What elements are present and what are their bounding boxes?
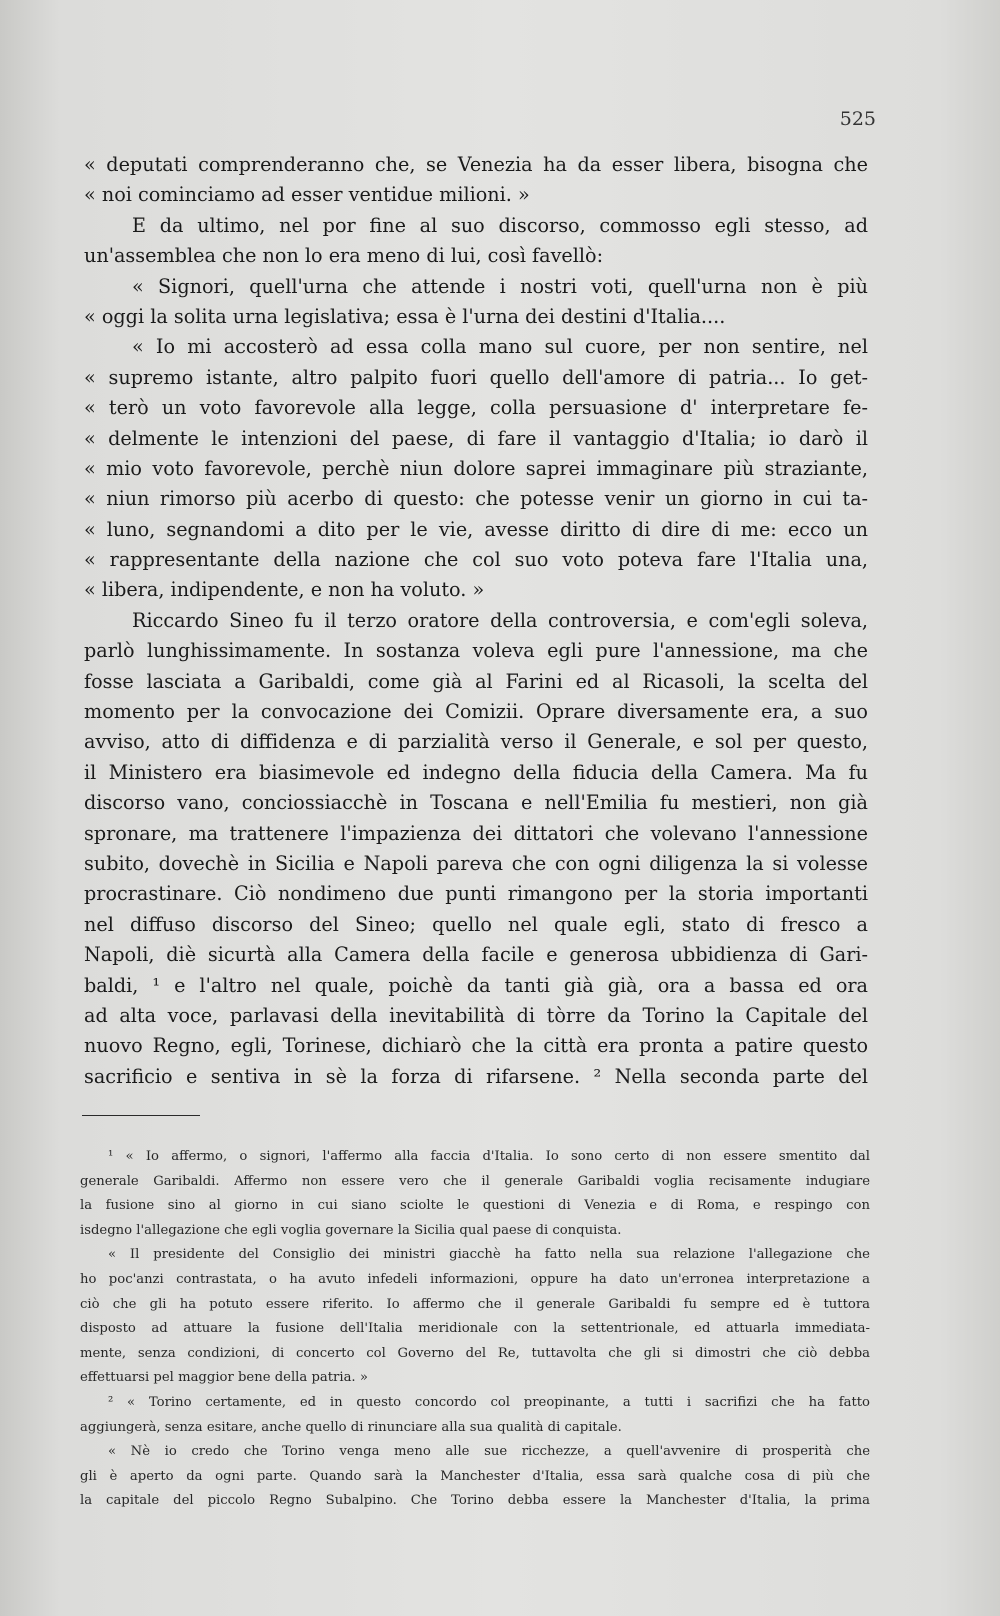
text-line: fosse lasciata a Garibaldi, come già al Farini ed al Ricasoli, la scelta del: [84, 669, 868, 693]
text-line: « delmente le intenzioni del paese, di fare il vantaggio d'Italia; io darò il: [84, 426, 868, 450]
footnote-line: mente, senza condizioni, di concerto col Governo del Re, tuttavolta che gli si dimostri che ciò debba: [80, 1345, 870, 1361]
footnote-line: « Nè io credo che Torino venga meno alle sue ricchezze, a quell'avvenire di prosperità che: [108, 1444, 870, 1460]
text-line: « mio voto favorevole, perchè niun dolore saprei immaginare più straziante,: [84, 456, 868, 480]
footnote-line: ciò che gli ha potuto essere riferito. Io affermo che il generale Garibaldi fu sempre ed è tuttora: [80, 1296, 870, 1312]
text-line: nel diffuso discorso del Sineo; quello nel quale egli, stato di fresco a: [84, 912, 868, 936]
text-line: « niun rimorso più acerbo di questo: che potesse venir un giorno in cui ta-: [84, 487, 868, 511]
footnote-line: ¹ « Io affermo, o signori, l'affermo alla faccia d'Italia. Io sono certo di non essere smentito dal: [108, 1149, 870, 1164]
text-line: un'assemblea che non lo era meno di lui, così favellò:: [84, 244, 604, 268]
text-line: procrastinare. Ciò nondimeno due punti rimangono per la storia importanti: [84, 882, 868, 906]
text-line: « Signori, quell'urna che attende i nostri voti, quell'urna non è più: [132, 274, 868, 298]
text-line: « terò un voto favorevole alla legge, colla persuasione d' interpretare fe-: [84, 396, 868, 420]
text-line: « libera, indipendente, e non ha voluto. »: [84, 578, 485, 602]
text-line: Napoli, diè sicurtà alla Camera della facile e generosa ubbidienza di Gari-: [84, 943, 868, 967]
text-line: « supremo istante, altro palpito fuori quello dell'amore di patria... Io get-: [84, 365, 868, 389]
text-line: subito, dovechè in Sicilia e Napoli pareva che con ogni diligenza la si volesse: [84, 851, 868, 875]
footnote-line: disposto ad attuare la fusione dell'Italia meridionale con la settentrionale, ed attuarla immediata-: [80, 1321, 870, 1337]
footnote-line: ho poc'anzi contrastata, o ha avuto infedeli informazioni, oppure ha dato un'erronea interpretazione a: [80, 1271, 870, 1287]
footnote-line: gli è aperto da ogni parte. Quando sarà la Manchester d'Italia, essa sarà qualche cosa di più che: [80, 1468, 870, 1484]
text-line: « deputati comprenderanno che, se Venezia ha da esser libera, bisogna che: [84, 153, 868, 176]
footnote-line: generale Garibaldi. Affermo non essere vero che il generale Garibaldi voglia recisamente indugiare: [80, 1173, 870, 1189]
footnote-line: aggiungerà, senza esitare, anche quello di rinunciare alla sua qualità di capitale.: [80, 1419, 622, 1435]
text-line: avviso, atto di diffidenza e di parzialità verso il Generale, e sol per questo,: [84, 730, 868, 754]
footnote-line: isdegno l'allegazione che egli voglia governare la Sicilia qual paese di conquista.: [80, 1222, 622, 1238]
text-line: discorso vano, conciossiacchè in Toscana e nell'Emilia fu mestieri, non già: [84, 791, 868, 815]
text-line: « Io mi accosterò ad essa colla mano sul cuore, per non sentire, nel: [132, 335, 868, 359]
text-line: « luno, segnandomi a dito per le vie, avesse diritto di dire di me: ecco un: [84, 517, 868, 541]
text-line: « rappresentante della nazione che col suo voto poteva fare l'Italia una,: [84, 548, 868, 572]
text-line: baldi, ¹ e l'altro nel quale, poichè da tanti già già, ora a bassa ed ora: [84, 973, 868, 997]
footnotes: [80, 1145, 870, 1514]
text-line: spronare, ma trattenere l'impazienza dei dittatori che volevano l'annessione: [84, 821, 868, 845]
text-line: E da ultimo, nel por fine al suo discorso, commosso egli stesso, ad: [132, 213, 868, 237]
footnote-separator: [82, 1115, 200, 1116]
text-line: « noi cominciamo ad esser ventidue milioni. »: [84, 183, 530, 207]
footnote-line: la fusione sino al giorno in cui siano sciolte le questioni di Venezia e di Roma, e respingo con: [80, 1198, 870, 1214]
footnote-line: « Il presidente del Consiglio dei ministri giacchè ha fatto nella sua relazione l'allegazione che: [108, 1247, 870, 1263]
text-line: nuovo Regno, egli, Torinese, dichiarò che la città era pronta a patire questo: [84, 1034, 868, 1058]
main-text: [84, 150, 868, 1092]
text-line: momento per la convocazione dei Comizii. Oprare diversamente era, a suo: [84, 700, 868, 724]
text-line: sacrificio e sentiva in sè la forza di rifarsene. ² Nella seconda parte del: [84, 1064, 868, 1088]
text-line: « oggi la solita urna legislativa; essa è l'urna dei destini d'Italia....: [84, 304, 726, 328]
footnote-line: la capitale del piccolo Regno Subalpino. Che Torino debba essere la Manchester d'Italia, la prima: [80, 1493, 870, 1509]
page-number: 525: [839, 108, 876, 130]
text-line: ad alta voce, parlavasi della inevitabilità di tòrre da Torino la Capitale del: [84, 1003, 868, 1027]
footnote-line: effettuarsi pel maggior bene della patria. »: [80, 1370, 368, 1386]
text-line: Riccardo Sineo fu il terzo oratore della controversia, e com'egli soleva,: [132, 608, 868, 632]
text-line: il Ministero era biasimevole ed indegno della fiducia della Camera. Ma fu: [84, 760, 868, 784]
footnote-line: ² « Torino certamente, ed in questo concordo col preopinante, a tutti i sacrifizi che ha fatto: [108, 1394, 870, 1410]
text-line: parlò lunghissimamente. In sostanza voleva egli pure l'annessione, ma che: [84, 639, 868, 663]
